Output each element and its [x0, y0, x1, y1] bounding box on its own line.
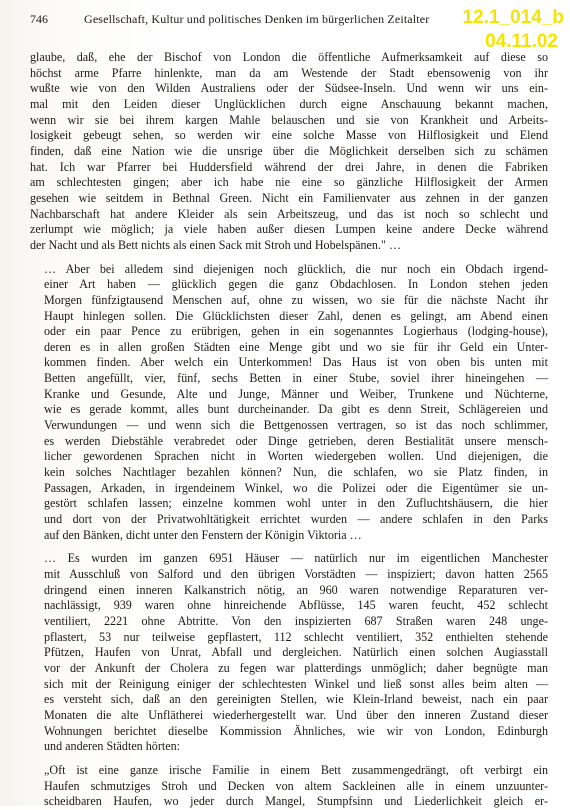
- text-line: und dort von der Privatwohltätigkeit errichtet wurden — andere schlafen in den Parks: [44, 512, 548, 527]
- text-line: höchst arme Pfarre hinlenkte, man da am Westende der Stadt ebensowenig von ihr: [30, 65, 548, 80]
- page-header: [30, 12, 450, 27]
- page-number: 746: [30, 12, 48, 26]
- text-line: mal mit den Leiden dieser Unglücklichen durch eigne Anschauung bekannt machen,: [30, 96, 548, 111]
- archive-stamp: [430, 6, 564, 54]
- text-line: nachlässigt, 939 waren ohne hinreichende Abflüsse, 145 waren feucht, 452 schlecht: [44, 598, 548, 613]
- text-line: wußte wie von den Wilden Australiens oder der Südsee-Inseln. Und wenn wir uns ein-: [30, 81, 548, 96]
- text-line: vor der Ankunft der Cholera zu fegen war platterdings unmöglich; daher begnügte man: [44, 660, 548, 675]
- text-line: Monaten die alte Unflätherei wiederhergestellt war. Und über den inneren Zustand dieser: [44, 707, 548, 722]
- text-line: glaube, daß, ehe der Bischof von London die öffentliche Aufmerksamkeit auf diese so: [30, 50, 548, 64]
- text-line: Haufen schmutziges Stroh und Decken von altem Sackleinen alle in einem unzuunter-: [44, 778, 548, 793]
- text-line: gesehen wie seitdem in Bethnal Green. Nicht ein Familienvater aus zehnen in der ganzen: [30, 190, 548, 205]
- text-line: „Oft ist eine ganze irische Familie in einem Bett zusammengedrängt, oft verbirgt ein: [44, 762, 548, 777]
- text-line: losigkeit gebeugt sehen, so werden wir eine solche Masse von Hilflosigkeit und Elend: [30, 128, 548, 143]
- text-line: pflastert, 53 nur teilweise gepflastert, 112 schlecht ventiliert, 352 enthielten stehende: [44, 629, 548, 644]
- text-line: Haupt hinlegen sollen. Die Glücklichsten dieser Zahl, denen es gelingt, am Abend einen: [44, 308, 548, 323]
- text-line: zerlumpt wie möglich; ja viele haben außer diesen Lumpen keine andere Decke während: [30, 222, 548, 237]
- stamp-code: 12.1_014_b: [462, 7, 564, 28]
- text-line: am schlechtesten gingen; aber ich habe nie eine so gänzliche Hilflosigkeit der Armen: [30, 175, 548, 190]
- text-line: Verwundungen — und wenn sich die Bettgenossen vertragen, so ist das noch schlimmer,: [44, 418, 548, 433]
- text-line: Pfützen, Haufen von Unrat, Abfall und dergleichen. Natürlich einen solchen Augiasstall: [44, 645, 548, 660]
- text-line: Nachbarschaft hat andere Kleider als sein Arbeitszeug, und das ist noch so schlecht und: [30, 206, 548, 221]
- text-line: … Aber bei alledem sind diejenigen noch glücklich, die nur noch ein Obdach irgend-: [44, 261, 548, 276]
- text-line: gestört schlafen lassen; einzelne kommen wohl unter in den Zufluchtshäusern, die hier: [44, 496, 548, 511]
- paragraph: [30, 551, 548, 755]
- text-line: mit Ausschluß von Salford und den übrigen Vorstädten — inspiziert; davon hatten 2565: [44, 567, 548, 581]
- text-line: sich mit der Reinigung einiger der schlechtesten Winkel und ließ sonst alles beim alten —: [44, 676, 548, 691]
- text-line: dringend einen inneren Kalkanstrich nötig, an 960 waren notwendige Reparaturen ver-: [44, 582, 548, 597]
- paragraph: [30, 262, 548, 544]
- text-line: es werden Diebstähle verabredet oder Dinge getrieben, deren Bestialität unsere mensch-: [44, 433, 548, 448]
- text-line: auf den Bänken, dicht unter den Fenstern der Königin Viktoria …: [44, 527, 362, 542]
- body-text: [30, 50, 548, 810]
- text-line: kommen finden. Aber welch ein Unterkommen! Das Haus ist von oben bis unten mit: [44, 355, 548, 370]
- text-line: deren es in allen großen Städten eine Menge gibt und wo sie für ihr Geld ein Unter-: [44, 339, 548, 354]
- text-line: finden, daß eine Nation wie die unsrige über die Möglichkeit derselben sich zu schämen: [30, 143, 548, 158]
- paragraph: [30, 763, 548, 810]
- text-line: Passagen, Arkaden, in irgendeinem Winkel, wo die Polizei oder die Eigentümer sie un-: [44, 480, 548, 495]
- running-head: Gesellschaft, Kultur und politisches Denken im bürgerlichen Zeitalter: [84, 12, 430, 26]
- text-line: wie es gerade kommt, alles bunt durcheinander. Da gibt es denn Streit, Schlägereien und: [44, 402, 548, 417]
- text-line: und anderen Städten hörten:: [44, 739, 181, 754]
- text-line: es versteht sich, daß an den gereinigten Stellen, wie Klein-Irland beweist, nach ein paar: [44, 692, 548, 707]
- text-line: ventiliert, 2221 ohne Abtritte. Von den inspizierten 687 Straßen waren 248 unge-: [44, 613, 548, 628]
- text-line: der Nacht und als Bett nichts als einen Sack mit Stroh und Hobelspänen." …: [30, 237, 402, 252]
- text-line: einer Art haben — glücklich gegen die ganz Obdachlosen. In London stehen jeden: [44, 277, 548, 292]
- text-line: Kranke und Gesunde, Alte und Junge, Männer und Weiber, Trunkene und Nüchterne,: [44, 386, 548, 401]
- paragraph: [30, 50, 548, 254]
- text-line: wenn wir sie bei ihrem kargen Mahle belauschen und sie von Krankheit und Arbeits-: [30, 112, 548, 127]
- text-line: scheidbaren Haufen, wo jeder durch Mangel, Stumpfsinn und Liederlichkeit gleich er-: [44, 794, 548, 809]
- text-line: Betten angefüllt, vier, fünf, sechs Betten in einer Stube, soviel ihrer hineingehen —: [44, 371, 548, 386]
- text-line: licher gewordenen Sprachen nicht in Worten wiedergeben wollen. Und diejenigen, die: [44, 449, 548, 464]
- text-line: kein solches Nachtlager bezahlen können? Nun, die schlafen, wo sie Platz finden, in: [44, 465, 548, 480]
- text-line: … Es wurden im ganzen 6951 Häuser — natürlich nur im eigentlichen Manchester: [44, 551, 548, 566]
- text-line: hat. Ich war Pfarrer bei Huddersfield während der drei Jahre, in denen die Fabriken: [30, 159, 548, 174]
- text-line: Wohnungen berichtet dieselbe Kommission Ähnliches, wie wir von London, Edinburgh: [44, 723, 548, 738]
- text-line: oder ein paar Pence zu erübrigen, gehen in ein sogenanntes Logierhaus (lodging-house),: [44, 324, 548, 339]
- text-line: Morgen fünfzigtausend Menschen auf, ohne zu wissen, wo sie für die nächste Nacht ihr: [44, 292, 548, 307]
- stamp-date: 04.11.02: [485, 31, 558, 52]
